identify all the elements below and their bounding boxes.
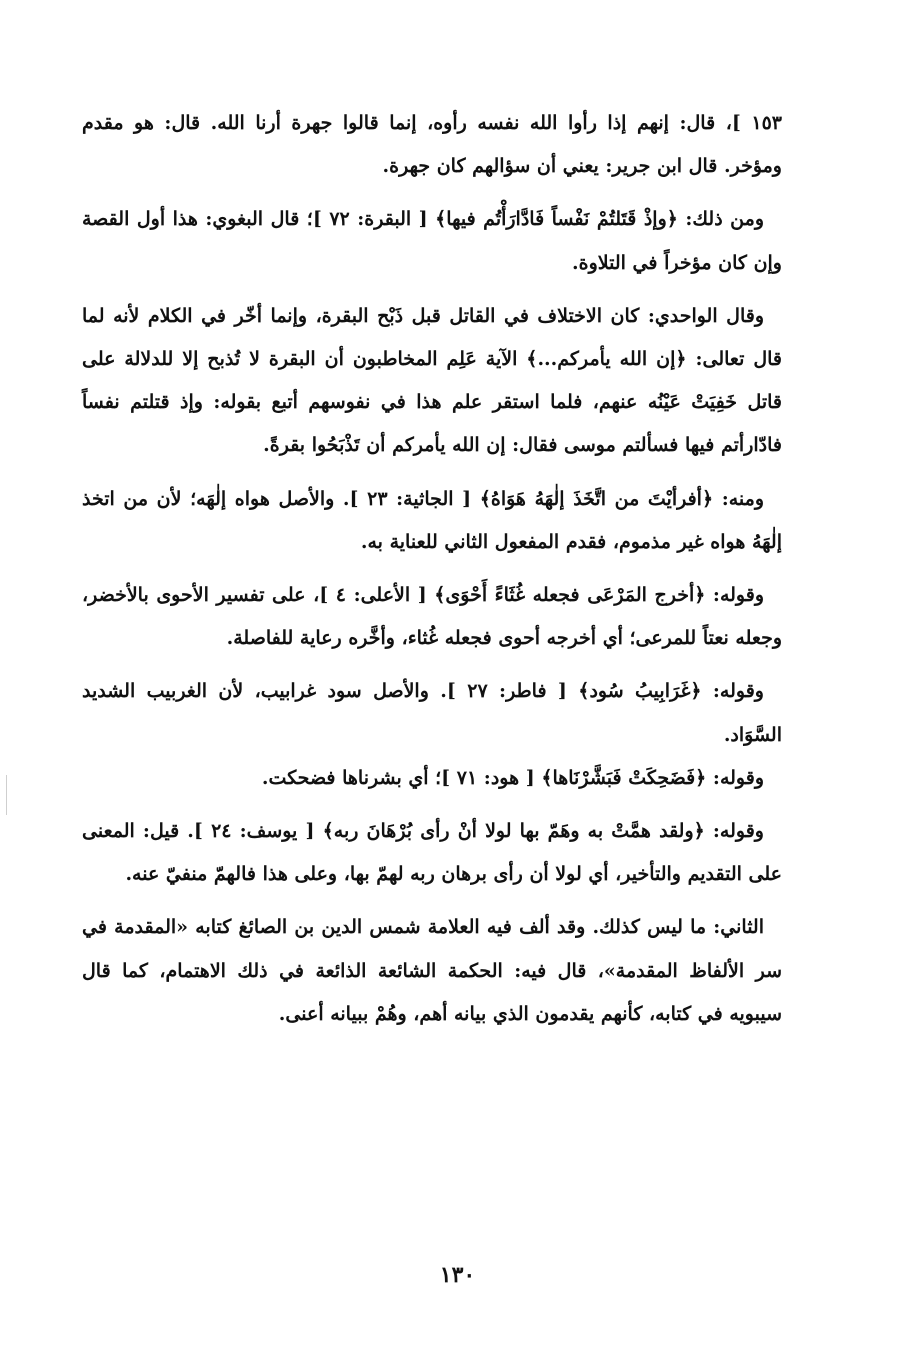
paragraph-2 [82,198,782,284]
paragraph-4 [82,478,782,564]
paragraph-1-text: ١٥٣ ]، قال: إنهم إذا رأوا الله نفسه رأوه، إنما قالوا جهرة أرنا الله. قال: هو مقدم ومؤخر. قال ابن جرير: يعني أن سؤالهم كان جهرة. [82,112,782,178]
paragraph-9-text: ما ليس كذلك. وقد ألف فيه العلامة شمس الدين بن الصائغ كتابه «المقدمة في سر الألفاظ المقدمة»، قال فيه: الحكمة الشائعة الذائعة في ذلك الاهتمام، كما قال سيبويه في كتابه، كأنهم يقدمون الذي بيانه أهم، وهُمْ ببيانه أعنى. [82,916,782,1025]
paragraph-6-text: وقوله: ﴿غَرَابِيبُ سُود﴾ [ فاطر: ٢٧ ]. والأصل سود غرابيب، لأن الغربيب الشديد السَّوَاد. [82,680,782,746]
paragraph-4-text: ومنه: ﴿أفرأيْتَ من اتَّخَذَ إلٰهَهُ هَوَاهُ﴾ [ الجاثية: ٢٣ ]. والأصل هواه إلٰهَه؛ لأن من اتخذ إلٰهَهُ هواه غير مذموم، فقدم المفعول الثاني للعناية به. [82,487,782,553]
paragraph-5 [82,574,782,660]
page-number: ١٣٠ [439,1262,476,1288]
paragraph-2-text: ومن ذلك: ﴿وإذْ قَتَلتُمْ نَفْساً فَادَّارَأْتُم فيها﴾ [ البقرة: ٧٢ ]؛ قال البغوي: هذا أول القصة وإن كان مؤخراً في التلاوة. [82,208,782,274]
paragraph-3-text: وقال الواحدي: كان الاختلاف في القاتل قبل ذَبْح البقرة، وإنما أخّر في الكلام لأنه لما قال تعالى: ﴿إن الله يأمركم...﴾ الآية عَلِم المخاطبون أن البقرة لا تُذبح إلا للدلالة على قاتل خَفِيَتْ عَيْنُه عنهم، فلما استقر علم هذا في نفوسهم أتبع بقوله: وإذ قتلتم نفساً فادّارأتم فيها فسألتم موسى فقال: إن الله يأمركم أن تَذْبَحُوا بقرةً. [82,304,782,457]
paragraph-8-text: وقوله: ﴿ولقد همَّتْ به وهَمّ بها لولا أنْ رأى بُرْهَانَ ربه﴾ [ يوسف: ٢٤ ]. قيل: المعنى على التقديم والتأخير، أي لولا أن رأى برهان ربه لهمّ بها، وعلى هذا فالهمّ منفيّ عنه. [82,820,782,886]
paragraph-7-text: وقوله: ﴿فَضَحِكَتْ فَبَشَّرْنَاها﴾ [ هود: ٧١ ]؛ أي بشرناها فضحكت. [261,766,764,789]
paragraph-8 [82,810,782,896]
paragraph-9-lead: الثاني: [713,916,764,939]
paragraph-7 [82,757,782,800]
paragraph-5-text: وقوله: ﴿أخرج المَرْعَى فجعله غُثَاءً أَحْوَى﴾ [ الأعلى: ٤ ]، على تفسير الأحوى بالأخضر، وجعله نعتاً للمرعى؛ أي أخرجه أحوى فجعله غُثاء، وأخَّره رعاية للفاصلة. [82,584,782,650]
paragraph-6 [82,670,782,756]
paragraph-1 [82,102,782,188]
scan-edge-mark [6,775,7,815]
paragraph-9 [82,906,782,1036]
paragraph-3 [82,295,782,468]
body-text [82,102,782,1036]
